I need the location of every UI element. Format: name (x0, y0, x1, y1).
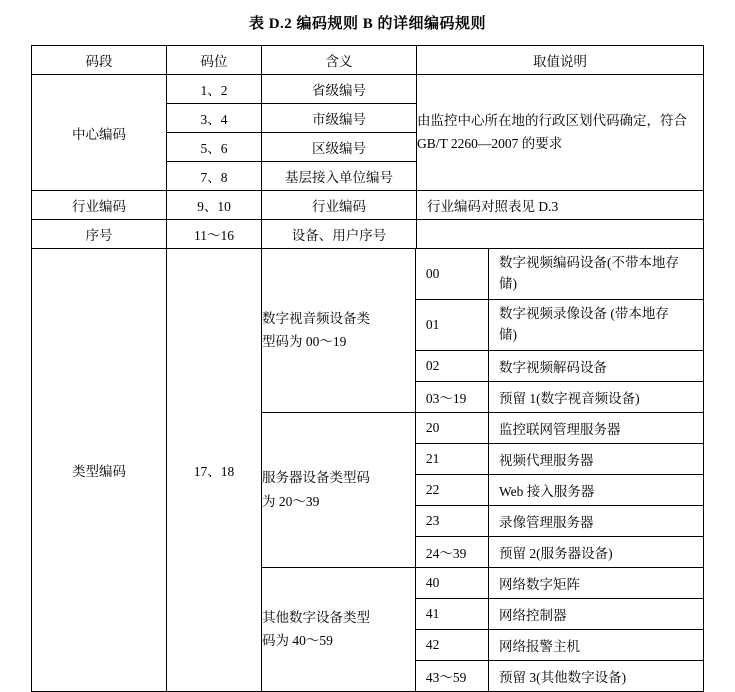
type-code-subtable (262, 249, 703, 691)
type-code-41: 41 (415, 598, 488, 629)
description-serial-number (417, 220, 704, 249)
meaning-base-unit: 基层接入单位编号 (262, 162, 417, 191)
position-5-6: 5、6 (167, 133, 262, 162)
position-1-2: 1、2 (167, 75, 262, 104)
meaning-district: 区级编号 (262, 133, 417, 162)
group-label-server-devices (262, 412, 415, 567)
table-row (262, 412, 703, 443)
type-code-21: 21 (415, 443, 488, 474)
meaning-province: 省级编号 (262, 75, 417, 104)
type-desc-21: 视频代理服务器 (489, 443, 704, 474)
type-desc-40: 网络数字矩阵 (489, 567, 704, 598)
type-desc-02: 数字视频解码设备 (489, 350, 704, 381)
table-caption: 表 D.2 编码规则 B 的详细编码规则 (248, 16, 487, 32)
description-center-code-line1: 由监控中心所在地的行政区划代码确定，符合 (417, 112, 687, 128)
table-row (32, 75, 704, 104)
type-desc-42: 网络报警主机 (489, 629, 704, 660)
group-label-av-devices-line1: 数字视音频设备类 (262, 310, 370, 326)
position-9-10: 9、10 (167, 191, 262, 220)
type-desc-00 (489, 249, 704, 299)
position-3-4: 3、4 (167, 104, 262, 133)
segment-type-code: 类型编码 (32, 249, 167, 692)
type-code-43-59: 43～59 (415, 660, 488, 691)
type-code-42: 42 (415, 629, 488, 660)
segment-industry-code: 行业编码 (32, 191, 167, 220)
table-row (32, 249, 704, 692)
position-17-18: 17、18 (167, 249, 262, 692)
group-label-server-devices-line1: 服务器设备类型码 (262, 470, 370, 486)
table-header-row (32, 46, 704, 75)
type-code-00: 00 (415, 249, 488, 299)
group-label-other-devices (262, 567, 415, 691)
type-desc-00-line2: 储) (499, 275, 517, 291)
encoding-rules-table (31, 45, 704, 692)
type-code-20: 20 (415, 412, 488, 443)
group-label-server-devices-line2: 为 20～39 (262, 493, 320, 509)
meaning-city: 市级编号 (262, 104, 417, 133)
table-row (262, 567, 703, 598)
type-desc-43-59: 预留 3(其他数字设备) (489, 660, 704, 691)
description-industry-code: 行业编码对照表见 D.3 (417, 191, 704, 220)
type-desc-01-line1: 数字视频录像设备 (带本地存 (499, 305, 669, 321)
header-cell-position: 码位 (167, 46, 262, 75)
group-label-other-devices-line2: 码为 40～59 (262, 633, 333, 649)
group-label-av-devices-line2: 型码为 00～19 (262, 334, 347, 350)
description-center-code (417, 75, 704, 191)
type-code-40: 40 (415, 567, 488, 598)
type-desc-22: Web 接入服务器 (489, 474, 704, 505)
header-cell-segment: 码段 (32, 46, 167, 75)
type-desc-20: 监控联网管理服务器 (489, 412, 704, 443)
type-code-detail-container (262, 249, 704, 692)
type-desc-24-39: 预留 2(服务器设备) (489, 536, 704, 567)
type-code-02: 02 (415, 350, 488, 381)
type-desc-23: 录像管理服务器 (489, 505, 704, 536)
description-center-code-line2: GB/T 2260—2007 的要求 (417, 135, 563, 151)
type-desc-41: 网络控制器 (489, 598, 704, 629)
group-label-other-devices-line1: 其他数字设备类型 (262, 609, 370, 625)
segment-serial-number: 序号 (32, 220, 167, 249)
group-label-av-devices (262, 249, 415, 412)
segment-center-code: 中心编码 (32, 75, 167, 191)
type-code-22: 22 (415, 474, 488, 505)
meaning-industry-code: 行业编码 (262, 191, 417, 220)
type-desc-01-line2: 储) (499, 326, 517, 342)
table-row (32, 191, 704, 220)
type-desc-00-line1: 数字视频编码设备(不带本地存 (499, 255, 679, 270)
header-cell-meaning: 含义 (262, 46, 417, 75)
type-desc-01 (489, 299, 704, 350)
table-row (32, 220, 704, 249)
table-row (262, 249, 703, 299)
position-11-16: 11～16 (167, 220, 262, 249)
type-code-01: 01 (415, 299, 488, 350)
meaning-serial-number: 设备、用户序号 (262, 220, 417, 249)
position-7-8: 7、8 (167, 162, 262, 191)
type-desc-03-19: 预留 1(数字视音频设备) (489, 381, 704, 412)
type-code-23: 23 (415, 505, 488, 536)
header-cell-description: 取值说明 (417, 46, 704, 75)
type-code-03-19: 03～19 (415, 381, 488, 412)
type-code-24-39: 24～39 (415, 536, 488, 567)
